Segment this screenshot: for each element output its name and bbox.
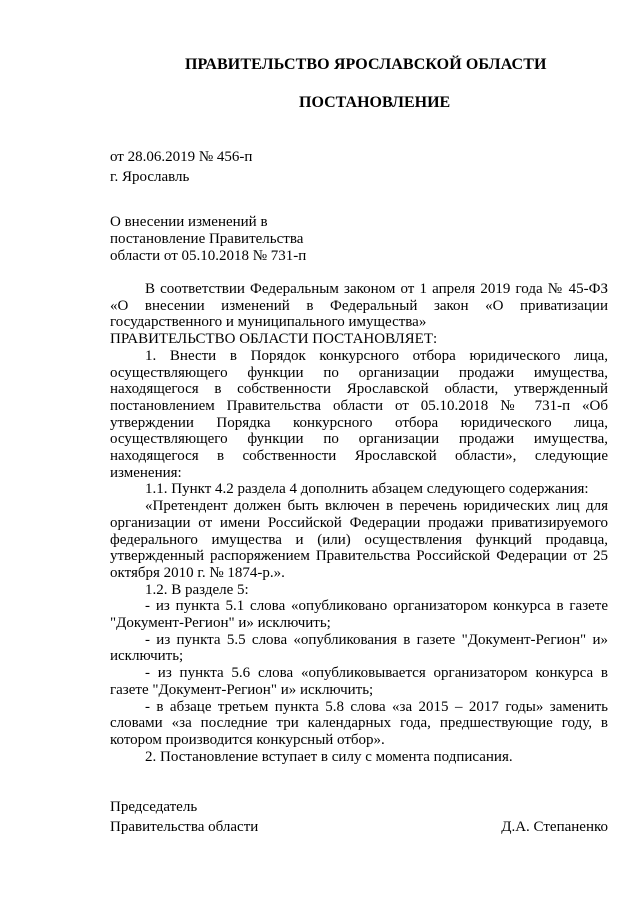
document-body	[110, 281, 608, 765]
item-1-1-paragraph: 1.1. Пункт 4.2 раздела 4 дополнить абзацем следующего содержания:	[145, 481, 589, 498]
item-1-2-d-paragraph: - в абзаце третьем пункта 5.8 слова «за 2015 – 2017 годы» заменить словами «за последние три календарных года, предшествующие году, в котором производится конкурсный отбор».	[110, 698, 608, 748]
item-1-2-a-paragraph: - из пункта 5.1 слова «опубликовано организатором конкурса в газете "Документ-Регион" и» исключить;	[110, 598, 608, 632]
item-1-2-b-paragraph: - из пункта 5.5 слова «опубликования в газете "Документ-Регион" и» исключить;	[110, 631, 608, 665]
document-type-title: ПОСТАНОВЛЕНИЕ	[299, 94, 451, 111]
document-meta	[110, 147, 252, 187]
preamble-paragraph: В соответствии Федеральным законом от 1 апреля 2019 года № 45-ФЗ «О внесении изменений в Федеральный закон «О приватизации государственного и муниципального имущества»	[110, 281, 608, 331]
item-1-1-quote-paragraph: «Претендент должен быть включен в перечень юридических лиц для организации от имени Российской Федерации продажи приватизируемого федерального имущества и (или) осуществления функций продавца, утвержденный распоряжением Правительства Российской Федерации от 25 октября 2010 г. № 1874-р.».	[110, 498, 608, 581]
document-subject	[110, 214, 306, 265]
signature-row	[110, 817, 608, 837]
subject-line-3: области от 05.10.2018 № 731-п	[110, 248, 307, 264]
date-number: от 28.06.2019 № 456-п	[110, 149, 253, 165]
authority-title: ПРАВИТЕЛЬСТВО ЯРОСЛАВСКОЙ ОБЛАСТИ	[185, 56, 547, 73]
subject-line-1: О внесении изменений в	[110, 214, 268, 230]
item-1-paragraph: 1. Внести в Порядок конкурсного отбора юридического лица, осуществляющего функции по организации продажи имущества, находящегося в собственности Ярославской области, утвержденный постановлением Правительства области от 05.10.2018 № 731-п «Об утверждении Порядка конкурсного отбора юридического лица, осуществляющего функции по организации продажи имущества, находящегося в собственности Ярославской области», следующие изменения:	[110, 347, 608, 481]
signer-name: Д.А. Степаненко	[501, 819, 608, 835]
item-2-paragraph: 2. Постановление вступает в силу с момента подписания.	[145, 748, 513, 765]
signer-position-line-2: Правительства области	[110, 819, 259, 835]
resolves-paragraph: ПРАВИТЕЛЬСТВО ОБЛАСТИ ПОСТАНОВЛЯЕТ:	[110, 331, 438, 348]
item-1-2-paragraph: 1.2. В разделе 5:	[145, 581, 249, 598]
item-1-2-c-paragraph: - из пункта 5.6 слова «опубликовывается организатором конкурса в газете "Документ-Регион" и» исключить;	[110, 665, 608, 698]
city: г. Ярославль	[110, 169, 190, 185]
signer-position-line-1: Председатель	[110, 799, 198, 815]
subject-line-2: постановление Правительства	[110, 231, 304, 247]
signature-block	[110, 797, 608, 837]
